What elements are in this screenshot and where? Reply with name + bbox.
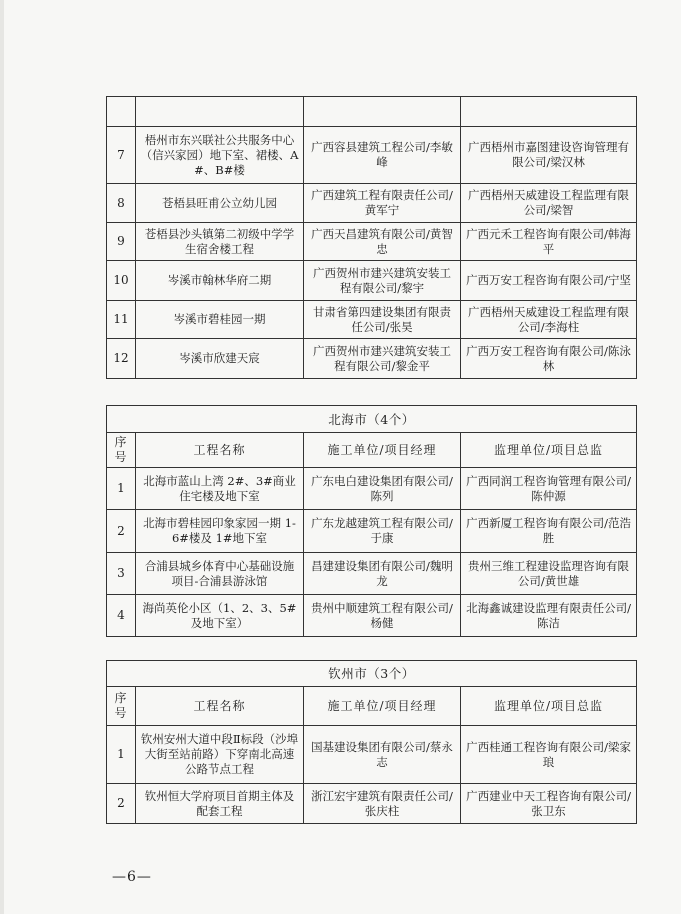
row-number: 8: [107, 184, 136, 223]
page-edge: [0, 0, 4, 914]
table-row: [107, 184, 637, 223]
contractor: 甘肃省第四建设集团有限责任公司/张昊: [304, 301, 461, 339]
project-name: 钦州安州大道中段Ⅱ标段（沙埠大街至站前路）下穿南北高速公路节点工程: [136, 726, 304, 784]
table-row: [107, 127, 637, 184]
supervisor: 贵州三维工程建设监理咨询有限公司/黄世雄: [461, 553, 637, 595]
table-caption-row: [107, 661, 637, 687]
row-number: 11: [107, 301, 136, 339]
supervisor: 北海鑫诚建设监理有限责任公司/陈洁: [461, 595, 637, 637]
table-row: [107, 223, 637, 261]
project-name: 苍梧县沙头镇第二初级中学学生宿舍楼工程: [136, 223, 304, 261]
supervisor: 广西万安工程咨询有限公司/陈泳林: [461, 339, 637, 379]
table-row: [107, 595, 637, 637]
contractor: 广西贺州市建兴建筑安装工程有限公司/黎金平: [304, 339, 461, 379]
contractor: 贵州中顺建筑工程有限公司/杨健: [304, 595, 461, 637]
header-supervisor: 监理单位/项目总监: [461, 687, 637, 726]
project-name: 合浦县城乡体育中心基础设施项目-合浦县游泳馆: [136, 553, 304, 595]
row-number: 2: [107, 510, 136, 553]
contractor: 广西建筑工程有限责任公司/黄军宁: [304, 184, 461, 223]
page-number: —6—: [112, 869, 152, 885]
table-caption-row: [107, 406, 637, 433]
table-row: [107, 339, 637, 379]
contractor: 浙江宏宇建筑有限责任公司/张庆柱: [304, 784, 461, 824]
table-header-row: [107, 433, 637, 468]
contractor: 广西天昌建筑有限公司/黄智忠: [304, 223, 461, 261]
row-number: 4: [107, 595, 136, 637]
supervisor: 广西万安工程咨询有限公司/宁坚: [461, 261, 637, 301]
row-number: 1: [107, 726, 136, 784]
section-caption: 钦州市（3个）: [107, 661, 637, 687]
supervisor: 广西同润工程咨询管理有限公司/陈仲源: [461, 468, 637, 510]
contractor: 国基建设集团有限公司/蔡永志: [304, 726, 461, 784]
table-row: [107, 510, 637, 553]
table-row: [107, 468, 637, 510]
table-row: [107, 97, 637, 127]
header-contractor: 施工单位/项目经理: [304, 433, 461, 468]
table-row: [107, 261, 637, 301]
supervisor: 广西梧州市嘉图建设咨询管理有限公司/梁汉林: [461, 127, 637, 184]
table-row: [107, 301, 637, 339]
row-number: 7: [107, 127, 136, 184]
header-project: 工程名称: [136, 687, 304, 726]
header-supervisor: 监理单位/项目总监: [461, 433, 637, 468]
header-contractor: 施工单位/项目经理: [304, 687, 461, 726]
table-row: [107, 553, 637, 595]
contractor: 广东龙越建筑工程有限公司/于康: [304, 510, 461, 553]
supervisor: 广西新厦工程咨询有限公司/范浩胜: [461, 510, 637, 553]
project-name: 梧州市东兴联社公共服务中心（信兴家园）地下室、裙楼、A#、B#楼: [136, 127, 304, 184]
project-table-continued: [106, 96, 637, 379]
project-name: 岑溪市翰林华府二期: [136, 261, 304, 301]
project-name: 岑溪市欣建天宸: [136, 339, 304, 379]
table-row: [107, 726, 637, 784]
table-row: [107, 784, 637, 824]
project-name: 北海市碧桂园印象家园一期 1-6#楼及 1#地下室: [136, 510, 304, 553]
project-name: 岑溪市碧桂园一期: [136, 301, 304, 339]
header-project: 工程名称: [136, 433, 304, 468]
project-name: 北海市蓝山上湾 2#、3#商业住宅楼及地下室: [136, 468, 304, 510]
row-number: 12: [107, 339, 136, 379]
contractor: 广西贺州市建兴建筑安装工程有限公司/黎宇: [304, 261, 461, 301]
row-number: 10: [107, 261, 136, 301]
supervisor: 广西梧州天威建设工程监理有限公司/梁智: [461, 184, 637, 223]
qinzhou-table: [106, 660, 637, 824]
row-number: 2: [107, 784, 136, 824]
header-no: 序号: [107, 687, 136, 726]
contractor: 昌建建设集团有限公司/魏明龙: [304, 553, 461, 595]
project-name: 钦州恒大学府项目首期主体及配套工程: [136, 784, 304, 824]
supervisor: 广西元禾工程咨询有限公司/韩海平: [461, 223, 637, 261]
row-number: 9: [107, 223, 136, 261]
header-no: 序号: [107, 433, 136, 468]
supervisor: 广西桂通工程咨询有限公司/梁家琅: [461, 726, 637, 784]
table-header-row: [107, 687, 637, 726]
supervisor: 广西建业中天工程咨询有限公司/张卫东: [461, 784, 637, 824]
project-name: 海尚英伦小区（1、2、3、5#及地下室）: [136, 595, 304, 637]
contractor: 广东电白建设集团有限公司/陈列: [304, 468, 461, 510]
row-number: 1: [107, 468, 136, 510]
beihai-table: [106, 405, 637, 637]
project-name: 苍梧县旺甫公立幼儿园: [136, 184, 304, 223]
contractor: 广西容县建筑工程公司/李敏峰: [304, 127, 461, 184]
row-number: 3: [107, 553, 136, 595]
section-caption: 北海市（4个）: [107, 406, 637, 433]
supervisor: 广西梧州天威建设工程监理有限公司/李海柱: [461, 301, 637, 339]
